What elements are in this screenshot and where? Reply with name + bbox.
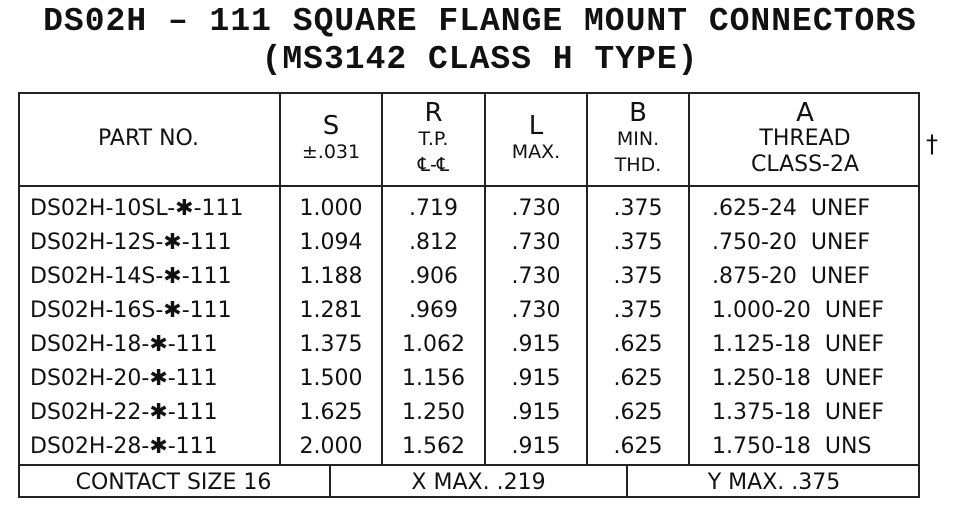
cell-s: 2.000	[280, 430, 382, 464]
cell-a-thread: 1.125-18 UNEF	[712, 332, 885, 358]
cell-l: .730	[485, 225, 587, 259]
header-a-label: A	[796, 97, 814, 128]
cell-r: .906	[382, 259, 485, 293]
header-a-class: CLASS-2A	[750, 151, 860, 177]
header-part-no: PART NO.	[18, 92, 280, 186]
header-b-label: B	[629, 97, 647, 128]
cell-part-no: DS02H-20-✱-111	[18, 362, 280, 396]
cell-s: 1.375	[280, 327, 382, 361]
header-r	[382, 92, 485, 186]
cell-l: .915	[485, 430, 587, 464]
cell-part-no: DS02H-16S-✱-111	[18, 293, 280, 327]
table-row	[18, 396, 920, 430]
cell-b: .625	[587, 430, 689, 464]
header-b	[587, 92, 689, 186]
cell-part-no: DS02H-12S-✱-111	[18, 225, 280, 259]
cell-b: .625	[587, 362, 689, 396]
page-subtitle: (MS3142 CLASS H TYPE)	[261, 41, 699, 78]
cell-r: 1.062	[382, 327, 485, 361]
cell-l: .915	[485, 327, 587, 361]
cell-b: .375	[587, 259, 689, 293]
cell-part-no: DS02H-18-✱-111	[18, 327, 280, 361]
header-l-label: L	[528, 110, 544, 141]
cell-r: 1.156	[382, 362, 485, 396]
cell-a-thread: 1.750-18 UNS	[712, 434, 872, 460]
cell-a-thread: 1.250-18 UNEF	[712, 366, 885, 392]
cell-l: .915	[485, 396, 587, 430]
cell-s: 1.281	[280, 293, 382, 327]
header-l	[485, 92, 587, 186]
cell-r: .812	[382, 225, 485, 259]
cell-s: 1.625	[280, 396, 382, 430]
table-row	[18, 430, 920, 464]
cell-s: 1.500	[280, 362, 382, 396]
header-r-tp: T.P.	[418, 127, 449, 150]
header-r-label: R	[424, 97, 443, 128]
cell-s: 1.000	[280, 186, 382, 225]
header-s-label: S	[322, 110, 340, 141]
table-row	[18, 186, 920, 225]
footer-y-max: Y MAX. .375	[707, 469, 841, 495]
cell-r: .969	[382, 293, 485, 327]
cell-r: 1.562	[382, 430, 485, 464]
dagger-note-mark: †	[926, 130, 938, 158]
cell-l: .730	[485, 186, 587, 225]
table-row	[18, 225, 920, 259]
cell-part-no: DS02H-28-✱-111	[18, 430, 280, 464]
header-s	[280, 92, 382, 186]
table-footer	[18, 464, 920, 498]
connector-table	[18, 92, 920, 464]
cell-s: 1.188	[280, 259, 382, 293]
cell-l: .730	[485, 293, 587, 327]
table-row	[18, 259, 920, 293]
table-row	[18, 327, 920, 361]
cell-b: .625	[587, 396, 689, 430]
table-row	[18, 362, 920, 396]
cell-s: 1.094	[280, 225, 382, 259]
header-s-tolerance: ±.031	[301, 140, 361, 163]
header-l-max: MAX.	[511, 140, 561, 163]
cell-a-thread: .750-20 UNEF	[712, 229, 871, 255]
cell-a-thread: 1.000-20 UNEF	[712, 297, 885, 323]
cell-b: .375	[587, 293, 689, 327]
cell-a-thread: 1.375-18 UNEF	[712, 400, 885, 426]
table-row	[18, 293, 920, 327]
footer-x-max: X MAX. .219	[331, 466, 628, 498]
cell-b: .375	[587, 225, 689, 259]
cell-part-no: DS02H-22-✱-111	[18, 396, 280, 430]
footer-contact-size: CONTACT SIZE 16	[18, 466, 331, 498]
header-b-min: MIN.	[616, 127, 660, 150]
header-r-centerline: ℄-℄	[417, 153, 450, 176]
page-title: DS02H – 111 SQUARE FLANGE MOUNT CONNECTORS	[43, 3, 917, 40]
cell-b: .625	[587, 327, 689, 361]
cell-a-thread: .625-24 UNEF	[712, 195, 871, 221]
table-header-row	[18, 92, 920, 186]
cell-l: .915	[485, 362, 587, 396]
cell-part-no: DS02H-14S-✱-111	[18, 259, 280, 293]
cell-r: 1.250	[382, 396, 485, 430]
cell-part-no: DS02H-10SL-✱-111	[18, 186, 280, 225]
cell-b: .375	[587, 186, 689, 225]
header-b-thd: THD.	[614, 153, 662, 176]
header-a	[689, 92, 920, 186]
cell-a-thread: .875-20 UNEF	[712, 263, 871, 289]
cell-r: .719	[382, 186, 485, 225]
cell-l: .730	[485, 259, 587, 293]
header-a-thread: THREAD	[759, 125, 851, 151]
